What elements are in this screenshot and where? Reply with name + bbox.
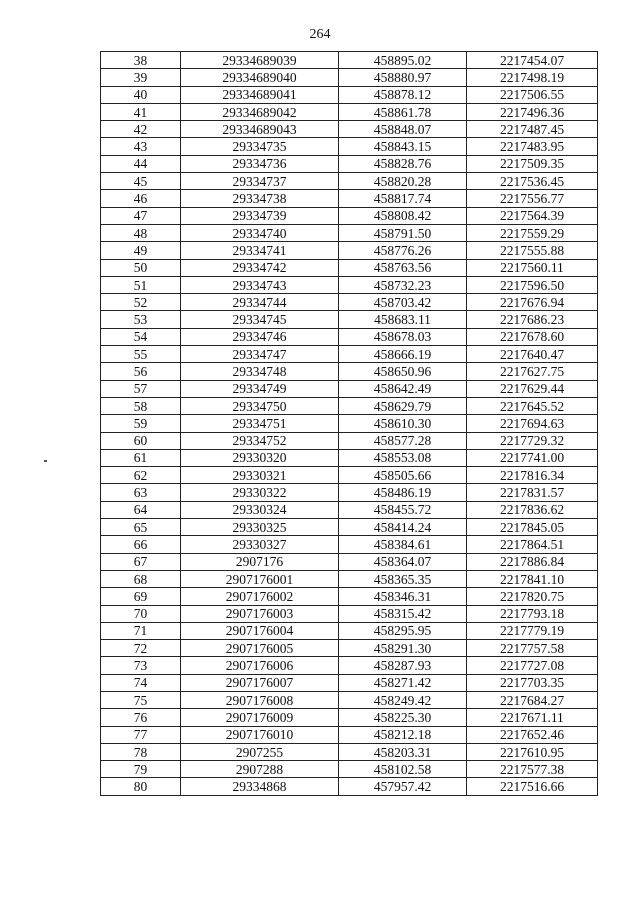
x-coordinate-cell: 458880.97 [339, 69, 467, 86]
table-row [101, 536, 598, 553]
table-row [101, 363, 598, 380]
table-row [101, 311, 598, 328]
y-coordinate-cell: 2217741.00 [467, 449, 598, 466]
table-row [101, 294, 598, 311]
y-coordinate-cell: 2217454.07 [467, 52, 598, 69]
point-id-cell: 29334752 [181, 432, 339, 449]
x-coordinate-cell: 458843.15 [339, 138, 467, 155]
point-id-cell: 29334689039 [181, 52, 339, 69]
y-coordinate-cell: 2217694.63 [467, 415, 598, 432]
point-id-cell: 2907176007 [181, 674, 339, 691]
y-coordinate-cell: 2217757.58 [467, 640, 598, 657]
x-coordinate-cell: 458650.96 [339, 363, 467, 380]
table-row [101, 259, 598, 276]
x-coordinate-cell: 458505.66 [339, 467, 467, 484]
table-row [101, 397, 598, 414]
point-id-cell: 29330322 [181, 484, 339, 501]
x-coordinate-cell: 458212.18 [339, 726, 467, 743]
point-id-cell: 2907176 [181, 553, 339, 570]
point-id-cell: 29330327 [181, 536, 339, 553]
row-number-cell: 73 [101, 657, 181, 674]
row-number-cell: 54 [101, 328, 181, 345]
table-row [101, 103, 598, 120]
x-coordinate-cell: 458678.03 [339, 328, 467, 345]
row-number-cell: 48 [101, 224, 181, 241]
point-id-cell: 2907176003 [181, 605, 339, 622]
table-row [101, 691, 598, 708]
row-number-cell: 56 [101, 363, 181, 380]
row-number-cell: 39 [101, 69, 181, 86]
y-coordinate-cell: 2217779.19 [467, 622, 598, 639]
row-number-cell: 58 [101, 397, 181, 414]
point-id-cell: 29334746 [181, 328, 339, 345]
scan-speck [44, 460, 47, 462]
point-id-cell: 29330320 [181, 449, 339, 466]
y-coordinate-cell: 2217831.57 [467, 484, 598, 501]
point-id-cell: 29334742 [181, 259, 339, 276]
x-coordinate-cell: 458287.93 [339, 657, 467, 674]
x-coordinate-cell: 458808.42 [339, 207, 467, 224]
x-coordinate-cell: 458642.49 [339, 380, 467, 397]
table-row [101, 190, 598, 207]
point-id-cell: 29334743 [181, 276, 339, 293]
y-coordinate-cell: 2217555.88 [467, 242, 598, 259]
table-row [101, 173, 598, 190]
row-number-cell: 62 [101, 467, 181, 484]
table-row [101, 553, 598, 570]
table-row [101, 155, 598, 172]
table-row [101, 501, 598, 518]
table-row [101, 380, 598, 397]
x-coordinate-cell: 458102.58 [339, 761, 467, 778]
table-row [101, 346, 598, 363]
point-id-cell: 29334745 [181, 311, 339, 328]
point-id-cell: 2907255 [181, 743, 339, 760]
point-id-cell: 29334735 [181, 138, 339, 155]
x-coordinate-cell: 458364.07 [339, 553, 467, 570]
x-coordinate-cell: 458203.31 [339, 743, 467, 760]
row-number-cell: 68 [101, 570, 181, 587]
x-coordinate-cell: 458895.02 [339, 52, 467, 69]
x-coordinate-cell: 458763.56 [339, 259, 467, 276]
row-number-cell: 43 [101, 138, 181, 155]
table-row [101, 726, 598, 743]
table-row [101, 570, 598, 587]
row-number-cell: 65 [101, 519, 181, 536]
x-coordinate-cell: 458848.07 [339, 121, 467, 138]
x-coordinate-cell: 458295.95 [339, 622, 467, 639]
point-id-cell: 29334736 [181, 155, 339, 172]
row-number-cell: 74 [101, 674, 181, 691]
row-number-cell: 38 [101, 52, 181, 69]
y-coordinate-cell: 2217516.66 [467, 778, 598, 795]
table-row [101, 328, 598, 345]
point-id-cell: 29334749 [181, 380, 339, 397]
page-number: 264 [309, 27, 331, 42]
y-coordinate-cell: 2217596.50 [467, 276, 598, 293]
row-number-cell: 79 [101, 761, 181, 778]
point-id-cell: 29334868 [181, 778, 339, 795]
row-number-cell: 44 [101, 155, 181, 172]
x-coordinate-cell: 457957.42 [339, 778, 467, 795]
point-id-cell: 29334689040 [181, 69, 339, 86]
table-row [101, 605, 598, 622]
x-coordinate-cell: 458828.76 [339, 155, 467, 172]
point-id-cell: 29334740 [181, 224, 339, 241]
table-row [101, 674, 598, 691]
table-row [101, 207, 598, 224]
table-row [101, 640, 598, 657]
y-coordinate-cell: 2217836.62 [467, 501, 598, 518]
row-number-cell: 66 [101, 536, 181, 553]
y-coordinate-cell: 2217820.75 [467, 588, 598, 605]
row-number-cell: 40 [101, 86, 181, 103]
row-number-cell: 59 [101, 415, 181, 432]
x-coordinate-cell: 458225.30 [339, 709, 467, 726]
y-coordinate-cell: 2217703.35 [467, 674, 598, 691]
table-row [101, 415, 598, 432]
point-id-cell: 2907176004 [181, 622, 339, 639]
y-coordinate-cell: 2217729.32 [467, 432, 598, 449]
table-row [101, 276, 598, 293]
row-number-cell: 78 [101, 743, 181, 760]
x-coordinate-cell: 458732.23 [339, 276, 467, 293]
point-id-cell: 29334744 [181, 294, 339, 311]
point-id-cell: 2907176010 [181, 726, 339, 743]
point-id-cell: 29330325 [181, 519, 339, 536]
row-number-cell: 42 [101, 121, 181, 138]
table-row [101, 484, 598, 501]
point-id-cell: 2907176009 [181, 709, 339, 726]
coordinates-table-container [100, 51, 597, 796]
y-coordinate-cell: 2217640.47 [467, 346, 598, 363]
point-id-cell: 2907176001 [181, 570, 339, 587]
table-row [101, 242, 598, 259]
y-coordinate-cell: 2217610.95 [467, 743, 598, 760]
y-coordinate-cell: 2217536.45 [467, 173, 598, 190]
y-coordinate-cell: 2217556.77 [467, 190, 598, 207]
row-number-cell: 77 [101, 726, 181, 743]
row-number-cell: 70 [101, 605, 181, 622]
table-row [101, 709, 598, 726]
row-number-cell: 67 [101, 553, 181, 570]
row-number-cell: 64 [101, 501, 181, 518]
x-coordinate-cell: 458666.19 [339, 346, 467, 363]
y-coordinate-cell: 2217816.34 [467, 467, 598, 484]
row-number-cell: 49 [101, 242, 181, 259]
point-id-cell: 29334689041 [181, 86, 339, 103]
point-id-cell: 29330324 [181, 501, 339, 518]
y-coordinate-cell: 2217686.23 [467, 311, 598, 328]
x-coordinate-cell: 458703.42 [339, 294, 467, 311]
row-number-cell: 71 [101, 622, 181, 639]
x-coordinate-cell: 458346.31 [339, 588, 467, 605]
row-number-cell: 80 [101, 778, 181, 795]
point-id-cell: 2907176006 [181, 657, 339, 674]
y-coordinate-cell: 2217509.35 [467, 155, 598, 172]
y-coordinate-cell: 2217652.46 [467, 726, 598, 743]
point-id-cell: 29334748 [181, 363, 339, 380]
x-coordinate-cell: 458610.30 [339, 415, 467, 432]
row-number-cell: 76 [101, 709, 181, 726]
point-id-cell: 2907176008 [181, 691, 339, 708]
point-id-cell: 2907176005 [181, 640, 339, 657]
table-row [101, 588, 598, 605]
table-row [101, 467, 598, 484]
row-number-cell: 52 [101, 294, 181, 311]
table-row [101, 121, 598, 138]
x-coordinate-cell: 458315.42 [339, 605, 467, 622]
y-coordinate-cell: 2217483.95 [467, 138, 598, 155]
row-number-cell: 55 [101, 346, 181, 363]
y-coordinate-cell: 2217498.19 [467, 69, 598, 86]
x-coordinate-cell: 458384.61 [339, 536, 467, 553]
x-coordinate-cell: 458553.08 [339, 449, 467, 466]
y-coordinate-cell: 2217577.38 [467, 761, 598, 778]
table-row [101, 778, 598, 795]
x-coordinate-cell: 458861.78 [339, 103, 467, 120]
table-row [101, 761, 598, 778]
x-coordinate-cell: 458791.50 [339, 224, 467, 241]
table-row [101, 69, 598, 86]
y-coordinate-cell: 2217676.94 [467, 294, 598, 311]
x-coordinate-cell: 458629.79 [339, 397, 467, 414]
table-row [101, 52, 598, 69]
row-number-cell: 63 [101, 484, 181, 501]
x-coordinate-cell: 458486.19 [339, 484, 467, 501]
point-id-cell: 29334737 [181, 173, 339, 190]
y-coordinate-cell: 2217564.39 [467, 207, 598, 224]
row-number-cell: 69 [101, 588, 181, 605]
point-id-cell: 29334751 [181, 415, 339, 432]
x-coordinate-cell: 458878.12 [339, 86, 467, 103]
y-coordinate-cell: 2217678.60 [467, 328, 598, 345]
y-coordinate-cell: 2217496.36 [467, 103, 598, 120]
y-coordinate-cell: 2217886.84 [467, 553, 598, 570]
table-row [101, 743, 598, 760]
table-row [101, 519, 598, 536]
x-coordinate-cell: 458817.74 [339, 190, 467, 207]
row-number-cell: 41 [101, 103, 181, 120]
y-coordinate-cell: 2217487.45 [467, 121, 598, 138]
table-row [101, 449, 598, 466]
y-coordinate-cell: 2217645.52 [467, 397, 598, 414]
point-id-cell: 29334741 [181, 242, 339, 259]
y-coordinate-cell: 2217841.10 [467, 570, 598, 587]
y-coordinate-cell: 2217845.05 [467, 519, 598, 536]
x-coordinate-cell: 458414.24 [339, 519, 467, 536]
point-id-cell: 29330321 [181, 467, 339, 484]
x-coordinate-cell: 458249.42 [339, 691, 467, 708]
row-number-cell: 46 [101, 190, 181, 207]
point-id-cell: 29334739 [181, 207, 339, 224]
y-coordinate-cell: 2217629.44 [467, 380, 598, 397]
row-number-cell: 60 [101, 432, 181, 449]
table-row [101, 138, 598, 155]
y-coordinate-cell: 2217684.27 [467, 691, 598, 708]
point-id-cell: 29334689043 [181, 121, 339, 138]
table-row [101, 86, 598, 103]
y-coordinate-cell: 2217727.08 [467, 657, 598, 674]
x-coordinate-cell: 458291.30 [339, 640, 467, 657]
row-number-cell: 72 [101, 640, 181, 657]
x-coordinate-cell: 458271.42 [339, 674, 467, 691]
table-row [101, 224, 598, 241]
table-body [101, 52, 598, 796]
table-row [101, 622, 598, 639]
x-coordinate-cell: 458455.72 [339, 501, 467, 518]
x-coordinate-cell: 458577.28 [339, 432, 467, 449]
point-id-cell: 29334750 [181, 397, 339, 414]
table-row [101, 657, 598, 674]
y-coordinate-cell: 2217671.11 [467, 709, 598, 726]
y-coordinate-cell: 2217559.29 [467, 224, 598, 241]
y-coordinate-cell: 2217793.18 [467, 605, 598, 622]
coordinates-table [100, 51, 598, 796]
row-number-cell: 75 [101, 691, 181, 708]
point-id-cell: 2907288 [181, 761, 339, 778]
row-number-cell: 50 [101, 259, 181, 276]
row-number-cell: 47 [101, 207, 181, 224]
point-id-cell: 29334747 [181, 346, 339, 363]
point-id-cell: 2907176002 [181, 588, 339, 605]
y-coordinate-cell: 2217560.11 [467, 259, 598, 276]
row-number-cell: 51 [101, 276, 181, 293]
x-coordinate-cell: 458820.28 [339, 173, 467, 190]
row-number-cell: 53 [101, 311, 181, 328]
x-coordinate-cell: 458683.11 [339, 311, 467, 328]
y-coordinate-cell: 2217627.75 [467, 363, 598, 380]
x-coordinate-cell: 458365.35 [339, 570, 467, 587]
point-id-cell: 29334738 [181, 190, 339, 207]
row-number-cell: 61 [101, 449, 181, 466]
y-coordinate-cell: 2217506.55 [467, 86, 598, 103]
row-number-cell: 45 [101, 173, 181, 190]
point-id-cell: 29334689042 [181, 103, 339, 120]
y-coordinate-cell: 2217864.51 [467, 536, 598, 553]
x-coordinate-cell: 458776.26 [339, 242, 467, 259]
row-number-cell: 57 [101, 380, 181, 397]
table-row [101, 432, 598, 449]
